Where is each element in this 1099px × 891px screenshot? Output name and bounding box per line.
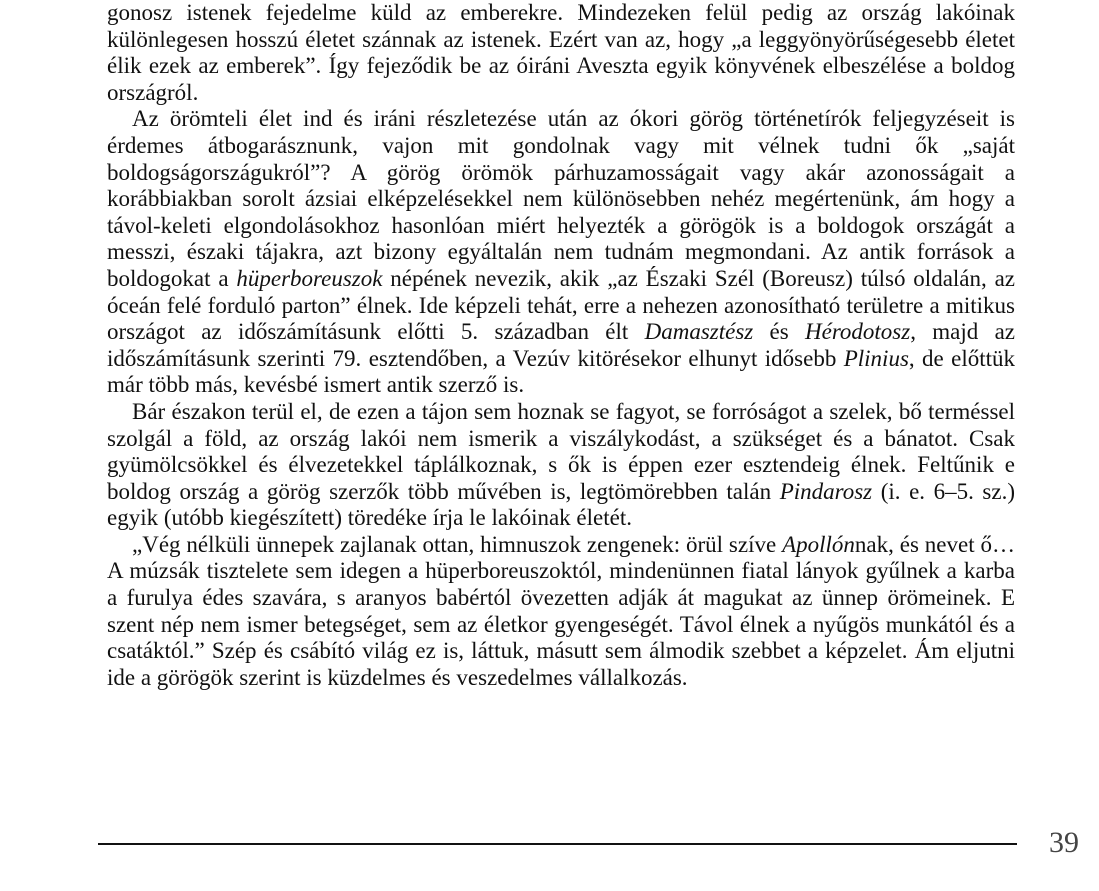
paragraph-4-text: nak, és nevet ő… A múzsák tisztelete sem idegen a hüperboreuszoktól, mindenünnen fiatal lányok gyűlnek a karba a furulya édes szavára, s aranyos babértól övezetten adják át magukat az ünnep örömeinek. E szent nép nem ismer betegséget, sem az életkor gyengeségét. Távol élnek a nyűgös munkától és a csatáktól.” Szép és csábító világ ez is, láttuk, másutt sem álmodik szebbet a képzelet. Ám eljutni ide a görögök szerint is küzdelmes és veszedelmes vállalkozás. bbox=[107, 531, 1015, 690]
italic-term: Apollón bbox=[782, 531, 855, 557]
paragraph-2-text: Az örömteli élet ind és iráni részletezése után az ókori görög történetírók feljegyzéseit is érdemes átbogarásznunk, vajon mit gondolnak vagy mit vélnek tudni ők „saját boldogságországukról”? A görög örömök párhuzamosságait vagy akár azonosságait a korábbiakban sorolt ázsiai elképzelésekkel nem különösebben nehéz megértenünk, ám hogy a távol-keleti elgondolásokhoz hasonlóan miért helyezték a görögök is a boldogok országát a messzi, északi tájakra, azt bizony egyáltalán nem tudnám megmondani. Az antik források a boldogokat a bbox=[107, 106, 1015, 291]
paragraph-1 bbox=[107, 0, 1015, 106]
footer-rule bbox=[98, 843, 1017, 845]
paragraph-2-text: és bbox=[753, 319, 805, 345]
paragraph-3 bbox=[107, 399, 1015, 532]
paragraph-1-text: gonosz istenek fejedelme küld az emberekre. Mindezeken felül pedig az ország lakóinak különlegesen hosszú életet szánnak az istenek. Ezért van az, hogy „a leggyönyörűségesebb életet élik ezek az emberek”. Így fejeződik be az óiráni Aveszta egyik könyvének elbeszélése a boldog országról. bbox=[107, 0, 1015, 105]
italic-term: Damasztész bbox=[644, 319, 754, 345]
paragraph-2-text: , majd az időszámításunk szerinti 79. esztendőben, a Vezúv kitörésekor elhunyt idősebb bbox=[107, 319, 1015, 371]
page-number: 39 bbox=[1049, 826, 1079, 859]
paragraph-4 bbox=[107, 532, 1015, 692]
italic-term: Pindarosz bbox=[779, 478, 873, 504]
body-text bbox=[107, 0, 1015, 691]
italic-term: Plinius bbox=[843, 345, 909, 371]
italic-term: hüperboreuszok bbox=[236, 265, 383, 291]
paragraph-2 bbox=[107, 106, 1015, 399]
paragraph-2-text: , de előttük már több más, kevésbé ismert antik szerző is. bbox=[107, 345, 1016, 398]
paragraph-3-text: Bár északon terül el, de ezen a tájon sem hoznak se fagyot, se forróságot a szelek, bő terméssel szolgál a föld, az ország lakói nem ismerik a viszálykodást, a szükséget és a bánatot. Csak gyümölcsökkel és élvezetekkel táplálkoznak, s ők is éppen ezer esztendeig élnek. Feltűnik e boldog ország a görög szerzők több művében is, legtömörebben talán bbox=[107, 398, 1015, 504]
paragraph-4-text: „Vég nélküli ünnepek zajlanak ottan, himnuszok zengenek: örül szíve bbox=[132, 531, 783, 557]
italic-term: Hérodotosz bbox=[805, 319, 911, 345]
paragraph-3-text: (i. e. 6–5. sz.) egyik (utóbb kiegészített) töredéke írja le lakóinak életét. bbox=[107, 478, 1016, 531]
paragraph-2-text: népének nevezik, akik „az Északi Szél (Boreusz) túlsó oldalán, az óceán felé forduló parton” élnek. Ide képzeli tehát, erre a nehezen azonosítható területre a mitikus országot az időszámításunk előtti 5. században élt bbox=[107, 265, 1015, 345]
